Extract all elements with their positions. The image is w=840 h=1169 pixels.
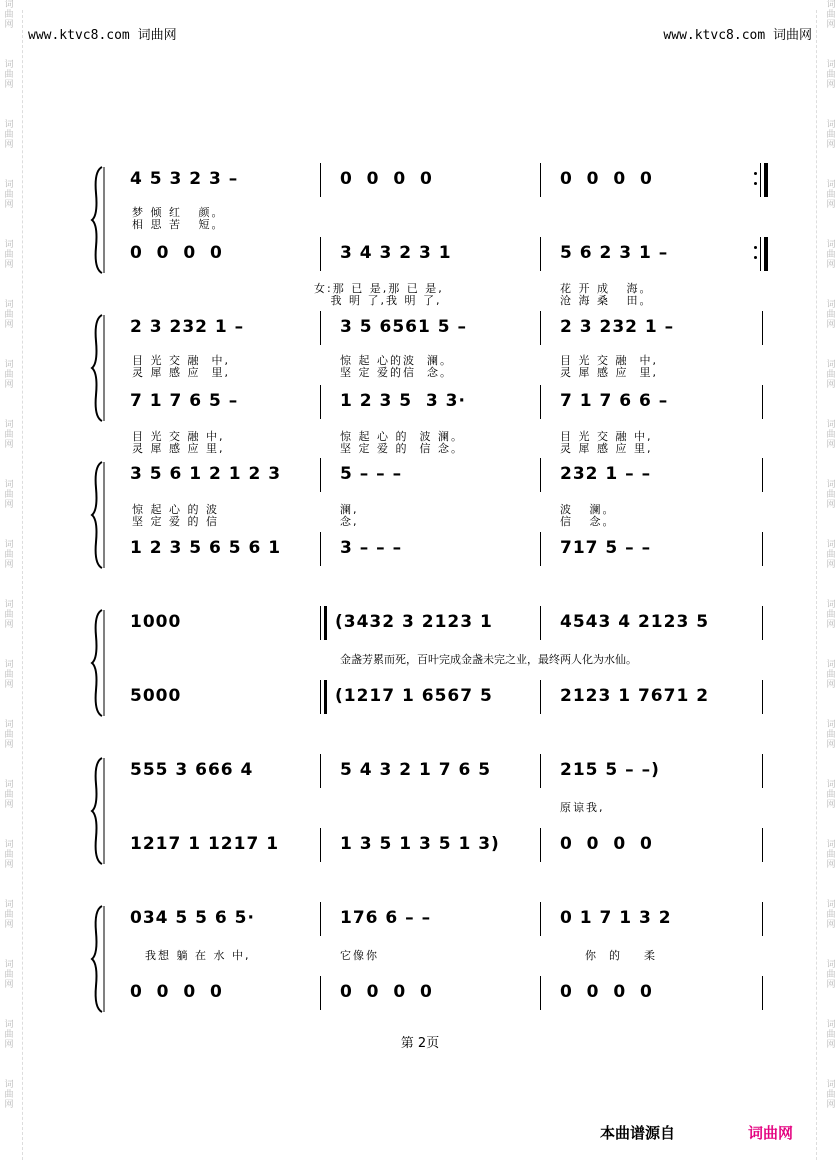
barline	[540, 532, 541, 566]
lyrics: 你 的 柔	[585, 949, 657, 962]
watermark-text: 词 曲 网	[826, 420, 836, 450]
watermark-text: 词 曲 网	[826, 660, 836, 690]
barline	[540, 385, 541, 419]
score-system-1	[90, 165, 780, 275]
measure: 5 4 3 2 1 7 6 5	[340, 760, 492, 780]
watermark-text: 词 曲 网	[4, 240, 14, 270]
watermark-left	[1, 0, 17, 1169]
lyrics: 花 开 成 海。 沧 海 桑 田。	[560, 282, 653, 307]
measure: 2123 1 7671 2	[560, 686, 710, 706]
watermark-text: 词 曲 网	[826, 540, 836, 570]
measure: 0 0 0 0	[560, 834, 653, 854]
measure: 232 1 – –	[560, 464, 652, 484]
watermark-text: 词 曲 网	[826, 60, 836, 90]
barline	[540, 163, 541, 197]
brace-icon	[90, 460, 106, 570]
barline	[320, 754, 321, 788]
barline	[540, 606, 541, 640]
measure: 5000	[130, 686, 182, 706]
watermark-text: 词 曲 网	[4, 360, 14, 390]
measure: 555 3 666 4	[130, 760, 254, 780]
barline	[540, 976, 541, 1010]
barline	[762, 458, 763, 492]
measure: 3 – – –	[340, 538, 403, 558]
upper-staff	[130, 464, 780, 490]
watermark-text: 词 曲 网	[826, 0, 836, 30]
measure: 0 1 7 1 3 2	[560, 908, 672, 928]
lyrics: 惊 起 心 的 波 坚 定 爱 的 信	[132, 503, 219, 528]
site-url-right[interactable]: www.ktvc8.com 词曲网	[663, 28, 812, 43]
lyrics: 它像你	[340, 949, 379, 962]
barline	[320, 163, 321, 197]
upper-staff	[130, 612, 780, 638]
repeat-start-barline-thick	[324, 606, 327, 640]
measure: 2 3 232 1 –	[130, 317, 245, 337]
barline	[762, 532, 763, 566]
lyrics: 目 光 交 融 中, 灵 犀 感 应 里,	[132, 430, 225, 455]
watermark-text: 词 曲 网	[4, 120, 14, 150]
measure: 0 0 0 0	[130, 982, 223, 1002]
measure: 0 0 0 0	[560, 982, 653, 1002]
barline	[540, 680, 541, 714]
barline	[320, 311, 321, 345]
barline	[762, 902, 763, 936]
watermark-text: 词 曲 网	[4, 180, 14, 210]
watermark-text: 词 曲 网	[826, 900, 836, 930]
barline	[540, 828, 541, 862]
lyrics: 惊 起 心 的 波 澜。 坚 定 爱 的 信 念。	[340, 430, 464, 455]
measure: 0 0 0 0	[560, 169, 653, 189]
watermark-text: 词 曲 网	[4, 1080, 14, 1110]
repeat-start-barline	[320, 606, 321, 640]
watermark-text: 词 曲 网	[4, 780, 14, 810]
measure: 1 2 3 5 3 3·	[340, 391, 466, 411]
lower-staff	[130, 243, 780, 269]
upper-staff	[130, 760, 780, 786]
lyrics: 梦 倾 红 颜。 相 思 苦 短。	[132, 206, 225, 231]
measure: 1217 1 1217 1	[130, 834, 280, 854]
repeat-barline	[760, 163, 770, 197]
lower-staff	[130, 834, 780, 860]
watermark-text: 词 曲 网	[4, 300, 14, 330]
watermark-text: 词 曲 网	[826, 1020, 836, 1050]
upper-staff	[130, 908, 780, 934]
watermark-text: 词 曲 网	[4, 1020, 14, 1050]
watermark-text: 词 曲 网	[4, 840, 14, 870]
upper-staff	[130, 169, 780, 195]
watermark-text: 词 曲 网	[826, 960, 836, 990]
measure: 215 5 – –)	[560, 760, 660, 780]
barline	[762, 385, 763, 419]
measure: 5 – – –	[340, 464, 403, 484]
score-system-6	[90, 904, 780, 1014]
watermark-text: 词 曲 网	[826, 120, 836, 150]
score-system-3	[90, 460, 780, 570]
lower-staff	[130, 391, 780, 417]
brand-link[interactable]: 词曲网	[748, 1124, 794, 1142]
repeat-start-barline	[320, 680, 321, 714]
watermark-text: 词 曲 网	[826, 780, 836, 810]
lyrics: 波 澜。 信 念。	[560, 503, 616, 528]
watermark-text: 词 曲 网	[826, 1080, 836, 1110]
barline	[762, 606, 763, 640]
lyrics: 目 光 交 融 中, 灵 犀 感 应 里,	[560, 354, 658, 379]
watermark-text: 词 曲 网	[4, 960, 14, 990]
measure: 5 6 2 3 1 –	[560, 243, 669, 263]
watermark-text: 词 曲 网	[4, 720, 14, 750]
upper-staff	[130, 317, 780, 343]
watermark-text: 词 曲 网	[4, 900, 14, 930]
watermark-text: 词 曲 网	[826, 840, 836, 870]
brace-icon	[90, 904, 106, 1014]
barline	[320, 976, 321, 1010]
watermark-text: 词 曲 网	[826, 360, 836, 390]
barline	[320, 458, 321, 492]
barline	[540, 311, 541, 345]
measure: (3432 3 2123 1	[335, 612, 493, 632]
repeat-start-barline-thick	[324, 680, 327, 714]
watermark-text: 词 曲 网	[4, 0, 14, 30]
brace-icon	[90, 313, 106, 423]
barline	[320, 532, 321, 566]
measure: 1 3 5 1 3 5 1 3)	[340, 834, 500, 854]
measure: 1000	[130, 612, 182, 632]
lyrics: 目 光 交 融 中, 灵 犀 感 应 里,	[560, 430, 653, 455]
measure: 0 0 0 0	[340, 169, 433, 189]
lyrics: 惊 起 心的波 澜。 坚 定 爱的信 念。	[340, 354, 453, 379]
left-margin-rule	[22, 10, 24, 1160]
barline	[320, 902, 321, 936]
site-url-left[interactable]: www.ktvc8.com 词曲网	[28, 28, 177, 43]
lyrics: 金盏芳累而死，百叶完成金盏未完之业，最终两人化为水仙。	[340, 653, 637, 666]
barline	[540, 458, 541, 492]
measure: 3 4 3 2 3 1	[340, 243, 452, 263]
measure: 1 2 3 5 6 5 6 1	[130, 538, 282, 558]
watermark-text: 词 曲 网	[4, 540, 14, 570]
barline	[540, 754, 541, 788]
measure: 3 5 6561 5 –	[340, 317, 467, 337]
barline	[320, 385, 321, 419]
watermark-text: 词 曲 网	[826, 600, 836, 630]
watermark-text: 词 曲 网	[4, 660, 14, 690]
right-margin-rule	[816, 10, 818, 1160]
barline	[762, 976, 763, 1010]
measure: 7 1 7 6 6 –	[560, 391, 669, 411]
page-number: 第 2页	[400, 1036, 440, 1051]
measure: 034 5 5 6 5·	[130, 908, 255, 928]
repeat-barline	[760, 237, 770, 271]
watermark-text: 词 曲 网	[826, 300, 836, 330]
source-label: 本曲谱源自	[600, 1124, 676, 1142]
watermark-text: 词 曲 网	[826, 240, 836, 270]
brace-icon	[90, 165, 106, 275]
lyrics: 澜, 念,	[340, 503, 359, 528]
measure: 4 5 3 2 3 –	[130, 169, 239, 189]
lower-staff	[130, 538, 780, 564]
barline	[762, 680, 763, 714]
measure: 0 0 0 0	[130, 243, 223, 263]
barline	[320, 237, 321, 271]
barline	[540, 237, 541, 271]
measure: 3 5 6 1 2 1 2 3	[130, 464, 282, 484]
lyrics: 原谅我,	[560, 801, 605, 814]
watermark-text: 词 曲 网	[4, 420, 14, 450]
watermark-text: 词 曲 网	[826, 480, 836, 510]
measure: 176 6 – –	[340, 908, 432, 928]
barline	[762, 828, 763, 862]
watermark-text: 词 曲 网	[4, 600, 14, 630]
score-system-4	[90, 608, 780, 718]
watermark-text: 词 曲 网	[826, 180, 836, 210]
lyrics: 女:那 已 是,那 已 是, 我 明 了,我 明 了,	[314, 282, 444, 307]
brace-icon	[90, 608, 106, 718]
watermark-text: 词 曲 网	[4, 480, 14, 510]
lower-staff	[130, 686, 780, 712]
score-system-2	[90, 313, 780, 423]
watermark-text: 词 曲 网	[4, 60, 14, 90]
barline	[762, 754, 763, 788]
measure: 0 0 0 0	[340, 982, 433, 1002]
measure: 7 1 7 6 5 –	[130, 391, 239, 411]
barline	[320, 828, 321, 862]
watermark-text: 词 曲 网	[826, 720, 836, 750]
score-system-5	[90, 756, 780, 866]
measure: 717 5 – –	[560, 538, 652, 558]
lyrics: 我想 躺 在 水 中,	[145, 949, 251, 962]
barline	[762, 311, 763, 345]
brace-icon	[90, 756, 106, 866]
watermark-right	[823, 0, 839, 1169]
measure: 4543 4 2123 5	[560, 612, 710, 632]
barline	[540, 902, 541, 936]
measure: 2 3 232 1 –	[560, 317, 675, 337]
measure: (1217 1 6567 5	[335, 686, 493, 706]
lyrics: 目 光 交 融 中, 灵 犀 感 应 里,	[132, 354, 230, 379]
lower-staff	[130, 982, 780, 1008]
